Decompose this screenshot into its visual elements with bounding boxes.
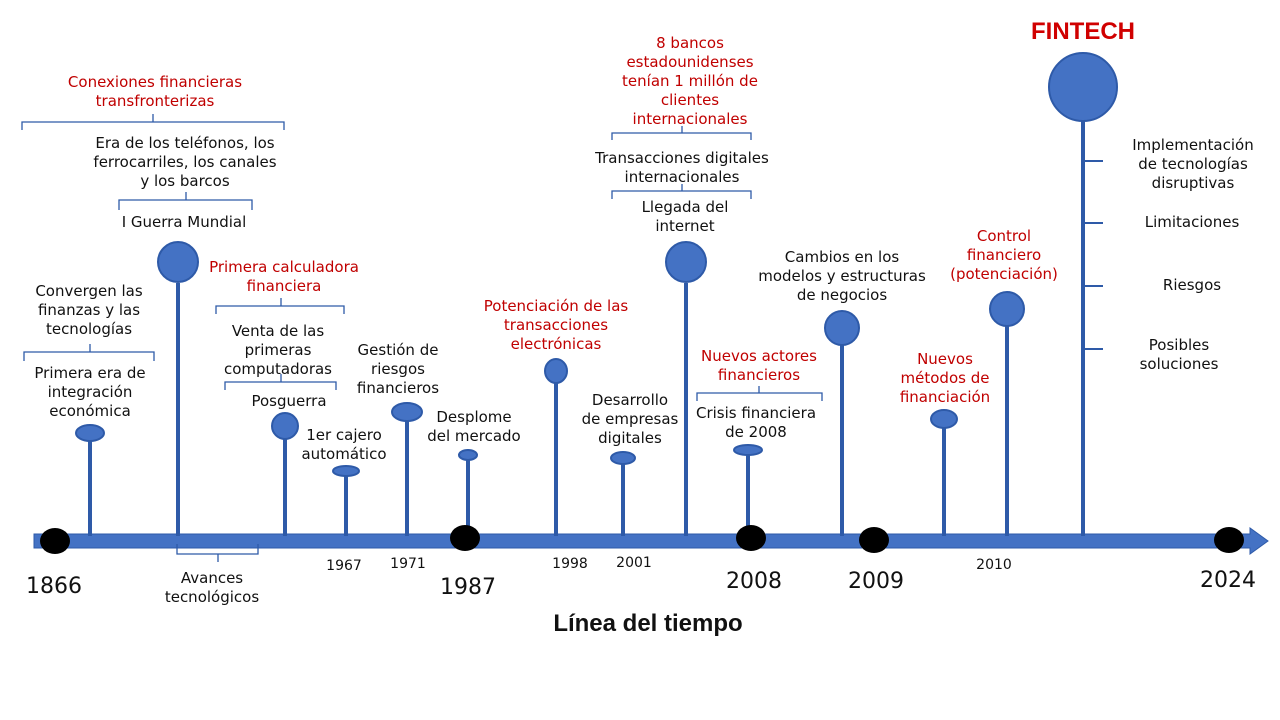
- label-nuevos-actores: Nuevos actores financieros: [701, 347, 817, 384]
- label-avances: Avances tecnológicos: [164, 569, 260, 606]
- label-internet: Llegada del internet: [641, 198, 729, 235]
- label-calculadora: Primera calculadora financiera: [209, 258, 359, 295]
- label-soluciones: Posibles soluciones: [1139, 336, 1219, 373]
- label-implementacion: Implementación de tecnologías disruptivas: [1132, 136, 1254, 192]
- label-nuevos-metodos: Nuevos métodos de financiación: [899, 350, 991, 406]
- label-gestion: Gestión de riesgos financieros: [356, 341, 440, 397]
- year-2010: 2010: [976, 557, 1012, 573]
- year-2024: 2024: [1200, 568, 1256, 593]
- label-crisis: Crisis financiera de 2008: [695, 404, 817, 441]
- year-1971: 1971: [390, 556, 426, 572]
- year-2001: 2001: [616, 555, 652, 571]
- year-1987: 1987: [440, 575, 496, 600]
- label-venta: Venta de las primeras computadoras: [223, 322, 332, 378]
- timeline-title: Línea del tiempo: [553, 610, 743, 637]
- fintech-title: FINTECH: [1031, 18, 1135, 45]
- dot-2024: [1214, 527, 1244, 553]
- marker-fintech: [1049, 53, 1117, 121]
- bracket-conexiones: [22, 114, 284, 130]
- marker-desarrollo: [611, 452, 635, 464]
- marker-guerra: [158, 242, 198, 282]
- marker-control: [990, 292, 1024, 326]
- label-cambios: Cambios en los modelos y estructuras de negocios: [758, 248, 926, 304]
- marker-internet: [666, 242, 706, 282]
- bracket-calculadora: [216, 298, 344, 314]
- marker-crisis: [734, 445, 762, 455]
- marker-nuevos-metodos: [931, 410, 957, 428]
- marker-primera-era: [76, 425, 104, 441]
- marker-cambios: [825, 311, 859, 345]
- dot-1866: [40, 528, 70, 554]
- label-control: Control financiero (potenciación): [950, 227, 1058, 283]
- dot-2008: [736, 525, 766, 551]
- label-transacciones: Transacciones digitales internacionales: [595, 149, 769, 186]
- label-era-telefonos: Era de los teléfonos, los ferrocarriles, los canales y los barcos: [93, 134, 277, 190]
- bracket-era-telefonos: [119, 192, 252, 210]
- marker-cajero: [333, 466, 359, 476]
- bracket-nuevos-actores: [697, 386, 822, 401]
- label-primera-era: Primera era de integración económica: [34, 364, 146, 420]
- label-limitaciones: Limitaciones: [1144, 213, 1240, 231]
- marker-potenciacion: [545, 359, 567, 383]
- year-2008: 2008: [726, 569, 782, 594]
- label-convergen: Convergen las finanzas y las tecnologías: [35, 282, 143, 338]
- label-riesgos: Riesgos: [1162, 276, 1222, 294]
- label-potenciacion: Potenciación de las transacciones electrónicas: [483, 297, 629, 353]
- label-conexiones: Conexiones financieras transfronterizas: [67, 73, 243, 110]
- marker-desplome: [459, 450, 477, 460]
- year-1998: 1998: [552, 556, 588, 572]
- label-desarrollo: Desarrollo de empresas digitales: [581, 391, 679, 447]
- bracket-convergen: [24, 344, 154, 361]
- year-1967: 1967: [326, 558, 362, 574]
- year-1866: 1866: [26, 574, 82, 599]
- label-guerra: I Guerra Mundial: [121, 213, 247, 231]
- dot-2009: [859, 527, 889, 553]
- fintech-ticks: [1083, 161, 1103, 349]
- label-cajero: 1er cajero automático: [301, 426, 387, 463]
- year-2009: 2009: [848, 569, 904, 594]
- label-posguerra: Posguerra: [251, 392, 327, 410]
- dot-1987: [450, 525, 480, 551]
- label-desplome: Desplome del mercado: [427, 408, 521, 445]
- label-bancos: 8 bancos estadounidenses tenían 1 millón de clientes internacionales: [622, 34, 758, 128]
